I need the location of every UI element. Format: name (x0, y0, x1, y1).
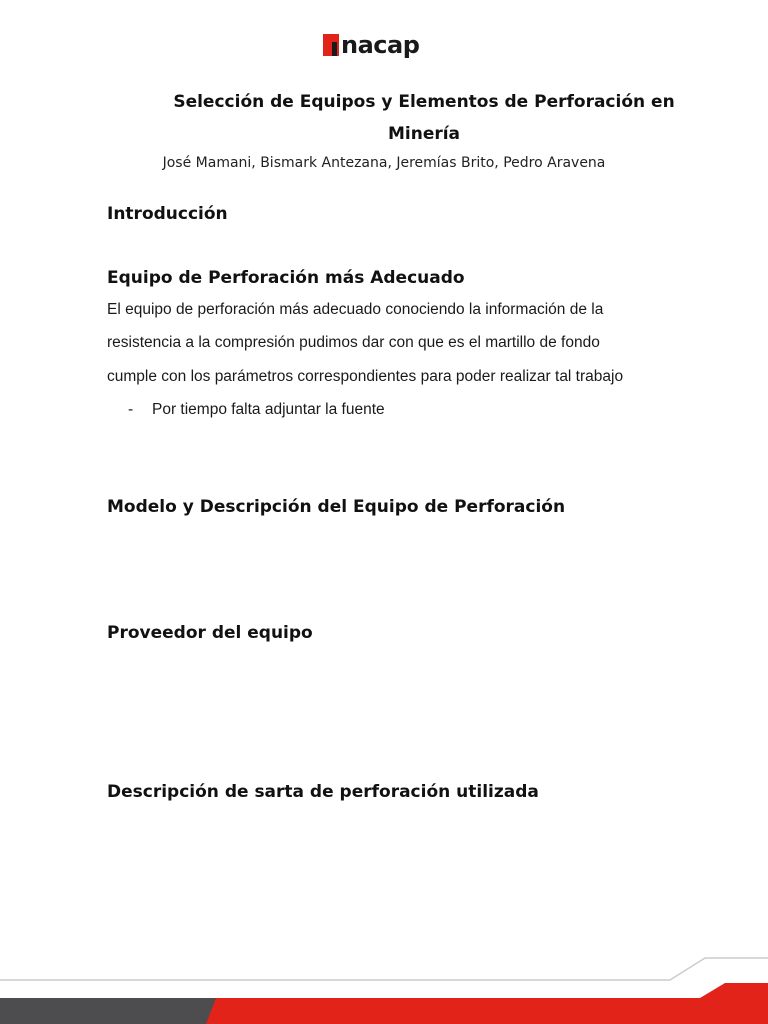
footer-red-band (206, 983, 768, 1024)
heading-modelo: Modelo y Descripción del Equipo de Perforación (107, 497, 566, 517)
heading-sarta: Descripción de sarta de perforación utilizada (107, 782, 539, 802)
inacap-logo (323, 30, 419, 60)
paragraph-line-3: cumple con los parámetros correspondientes para poder realizar tal trabajo (107, 368, 624, 385)
heading-equipo: Equipo de Perforación más Adecuado (107, 268, 465, 288)
footer-thin-line (0, 958, 768, 980)
document-title-line-2: Minería (387, 124, 461, 144)
document-title-line-1: Selección de Equipos y Elementos de Perforación en (173, 92, 675, 112)
bullet-text: Por tiempo falta adjuntar la fuente (152, 401, 385, 418)
logo-mark-icon (323, 34, 339, 56)
paragraph-line-2: resistencia a la compresión pudimos dar con que es el martillo de fondo (107, 334, 600, 351)
bullet-marker: - (128, 401, 134, 418)
bullet-item (128, 399, 385, 421)
paragraph-line-1: El equipo de perforación más adecuado conociendo la información de la (107, 301, 604, 318)
footer-gray-band (0, 998, 230, 1024)
document-authors: José Mamani, Bismark Antezana, Jeremías Brito, Pedro Aravena (162, 155, 606, 171)
footer-decoration (0, 950, 768, 1024)
document-title (110, 86, 738, 150)
logo-wordmark: nacap (341, 31, 420, 59)
heading-proveedor: Proveedor del equipo (107, 623, 313, 643)
heading-introduccion: Introducción (107, 204, 228, 224)
